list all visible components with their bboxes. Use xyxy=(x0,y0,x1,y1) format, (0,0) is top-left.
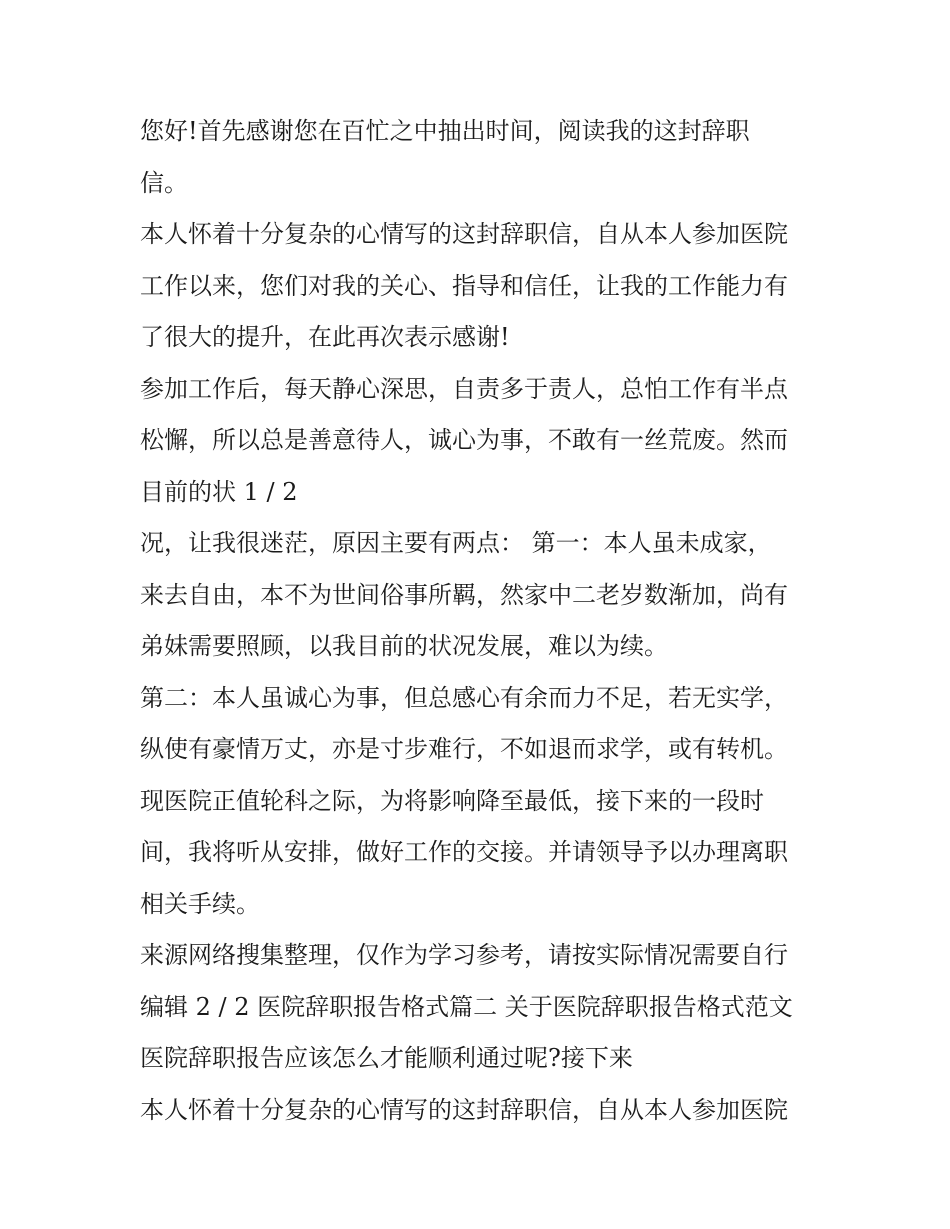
text-line: 来去自由，本不为世间俗事所羁，然家中二老岁数渐加，尚有 xyxy=(140,580,788,609)
text-line: 纵使有豪情万丈，亦是寸步难行，不如退而求学，或有转机。 xyxy=(140,735,788,763)
text-line: 相关手续。 xyxy=(140,889,260,918)
text-line: 编辑 2 / 2 医院辞职报告格式篇二 关于医院辞职报告格式范文 xyxy=(140,992,793,1021)
text-line: 况，让我很迷茫，原因主要有两点： 第一：本人虽未成家， xyxy=(140,529,772,557)
text-line: 弟妹需要照顾，以我目前的状况发展，难以为续。 xyxy=(140,632,668,660)
text-line: 了很大的提升，在此再次表示感谢! xyxy=(140,323,510,351)
text-line: 现医院正值轮科之际，为将影响降至最低，接下来的一段时 xyxy=(140,786,764,815)
text-line: 松懈，所以总是善意待人，诚心为事，不敢有一丝荒废。然而 xyxy=(140,426,788,454)
text-line: 参加工作后，每天静心深思，自责多于责人，总怕工作有半点 xyxy=(140,374,788,403)
text-line: 第二：本人虽诚心为事，但总感心有余而力不足，若无实学， xyxy=(140,683,788,712)
body-text xyxy=(140,106,830,1136)
text-line: 本人怀着十分复杂的心情写的这封辞职信，自从本人参加医院 xyxy=(140,1095,788,1124)
text-line: 本人怀着十分复杂的心情写的这封辞职信，自从本人参加医院 xyxy=(140,220,788,248)
text-line: 医院辞职报告应该怎么才能顺利通过呢?接下来 xyxy=(140,1044,633,1072)
text-line: 工作以来，您们对我的关心、指导和信任，让我的工作能力有 xyxy=(140,271,788,300)
text-line: 信。 xyxy=(140,168,188,197)
text-line: 目前的状 1 / 2 xyxy=(140,477,298,506)
text-line: 间，我将听从安排，做好工作的交接。并请领导予以办理离职 xyxy=(140,838,788,866)
text-line: 来源网络搜集整理，仅作为学习参考，请按实际情况需要自行 xyxy=(140,941,788,969)
text-line: 您好!首先感谢您在百忙之中抽出时间，阅读我的这封辞职 xyxy=(140,117,750,145)
